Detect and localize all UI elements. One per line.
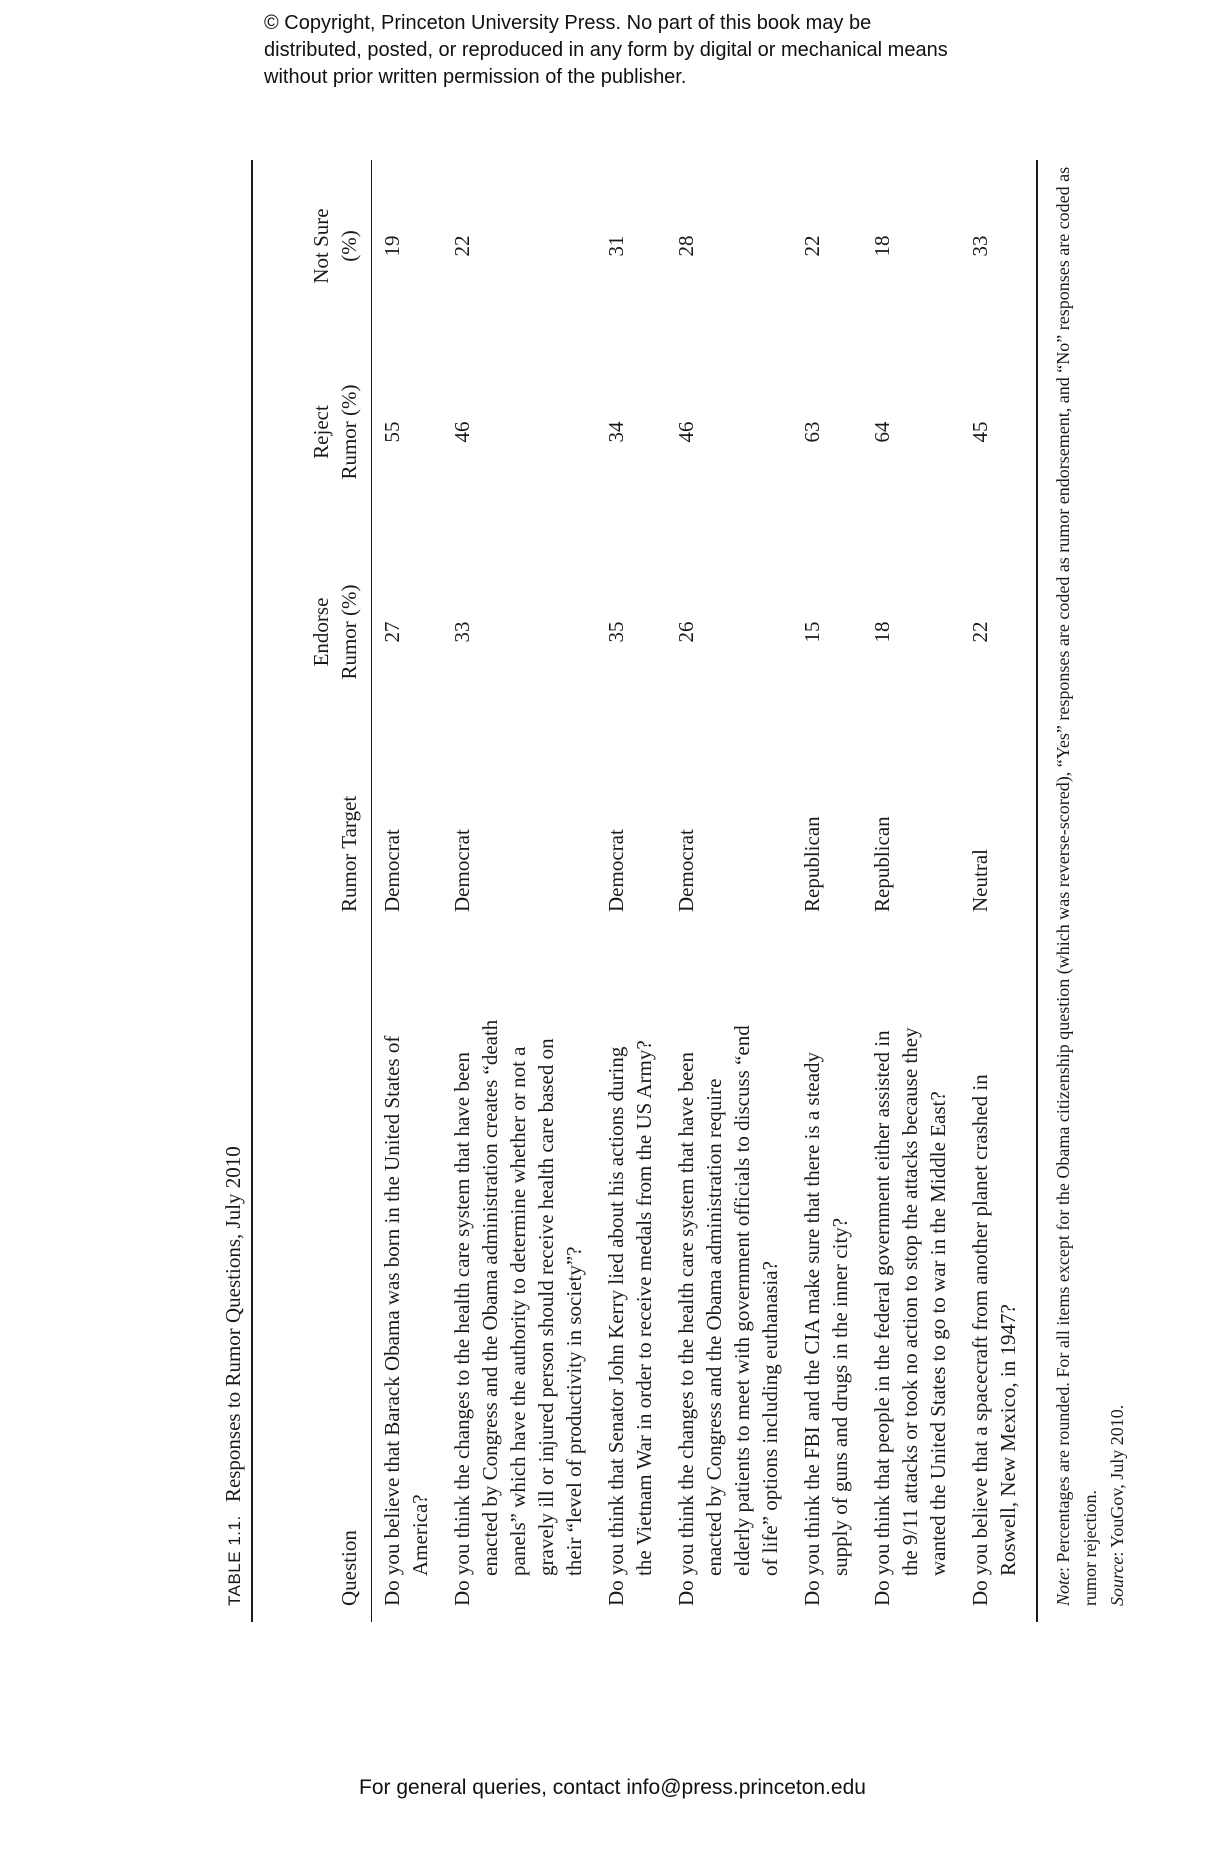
question-text: Do you believe that a spacecraft from another planet crashed in Roswell, New Mexico, in 1947?: [968, 1074, 1020, 1606]
table-row: [596, 160, 666, 1622]
table-caption: [213, 160, 253, 1622]
footer-contact: For general queries, contact info@press.princeton.edu: [359, 1776, 866, 1799]
note-text: : Percentages are rounded. For all items except for the Obama citizenship question (which was reverse-scored), “Yes” responses are coded as rumor endorsement, and “No” responses are coded as rumor rejection.: [1053, 166, 1100, 1606]
column-header-reject-line1: Reject: [309, 405, 333, 459]
not-sure-cell: 28: [674, 235, 698, 257]
reject-cell: 45: [960, 332, 1037, 532]
question-cell: [372, 912, 443, 1622]
question-cell: [596, 912, 666, 1622]
question-text: Do you think the changes to the health care system that have been enacted by Congress and the Obama administration creates “death panels” which have the authority to determine whether or not a gravely ill or injured person should receive health care based on their “level of productivity in society”?: [450, 1019, 586, 1606]
reject-cell: 64: [870, 421, 894, 443]
rotated-table-page: [213, 160, 1127, 1622]
table-note: [1050, 160, 1104, 1606]
target-cell: Democrat: [604, 829, 628, 912]
target-cell: Democrat: [674, 829, 698, 912]
column-header-reject-line2: Rumor (%): [337, 384, 361, 480]
not-sure-cell: 22: [450, 235, 474, 257]
endorse-cell: 22: [960, 532, 1037, 732]
question-cell: [862, 912, 960, 1622]
source-label: Source: [1107, 1556, 1127, 1606]
question-cell: [960, 912, 1037, 1622]
not-sure-cell: 22: [800, 235, 824, 257]
note-label: Note: [1053, 1572, 1073, 1606]
table-row: [862, 160, 960, 1622]
column-header-target: Rumor Target: [253, 732, 372, 912]
not-sure-cell: 18: [870, 235, 894, 257]
column-header-endorse-line1: Endorse: [309, 597, 333, 667]
question-text: Do you think the FBI and the CIA make sure that there is a steady supply of guns and drugs in the inner city?: [800, 1051, 852, 1606]
target-cell: Democrat: [380, 829, 404, 912]
column-header-reject: [253, 332, 372, 532]
question-cell: [792, 912, 862, 1622]
column-header-endorse: [253, 532, 372, 732]
endorse-cell: 27: [380, 621, 404, 643]
reject-cell: 55: [380, 421, 404, 443]
table-row: [792, 160, 862, 1622]
question-cell: [666, 912, 792, 1622]
question-text: Do you think that people in the federal government either assisted in the 9/11 attacks or took no action to stop the attacks because they wanted the United States to go to war in the Middle East?: [870, 1027, 950, 1606]
reject-cell: 46: [450, 421, 474, 443]
source-text: : YouGov, July 2010.: [1107, 1404, 1127, 1557]
question-cell: [442, 912, 596, 1622]
table-row: [666, 160, 792, 1622]
column-header-not-sure-line2: (%): [337, 230, 361, 262]
table-row: [372, 160, 443, 1622]
table-title: Responses to Rumor Questions, July 2010: [221, 1146, 245, 1503]
endorse-cell: 15: [800, 621, 824, 643]
column-header-question: Question: [253, 912, 372, 1622]
not-sure-cell: 31: [604, 235, 628, 257]
reject-cell: 34: [604, 421, 628, 443]
endorse-cell: 18: [870, 621, 894, 643]
table-notes: [1038, 160, 1131, 1622]
target-cell: Neutral: [960, 732, 1037, 912]
reject-cell: 46: [674, 421, 698, 443]
endorse-cell: 33: [450, 621, 474, 643]
column-header-not-sure: [253, 160, 372, 332]
question-text: Do you believe that Barack Obama was born in the United States of America?: [380, 1035, 432, 1606]
target-cell: Republican: [870, 816, 894, 912]
endorse-cell: 26: [674, 621, 698, 643]
target-cell: Republican: [800, 816, 824, 912]
table-source: [1104, 160, 1131, 1606]
copyright-notice: © Copyright, Princeton University Press. No part of this book may be distributed, posted, or reproduced in any form by digital or mechanical means without prior written permission of the publisher.: [264, 12, 948, 88]
table-row: [960, 160, 1037, 1622]
reject-cell: 63: [800, 421, 824, 443]
endorse-cell: 35: [604, 621, 628, 643]
question-text: Do you think the changes to the health care system that have been enacted by Congress and the Obama administration require elderly patients to meet with government officials to discuss “end of life” options including euthanasia?: [674, 1025, 782, 1606]
column-header-not-sure-line1: Not Sure: [309, 208, 333, 284]
table-row: [442, 160, 596, 1622]
table-header-row: [253, 160, 372, 1622]
table-label: TABLE 1.1.: [225, 1515, 244, 1606]
question-text: Do you think that Senator John Kerry lied about his actions during the Vietnam War in order to receive medals from the US Army?: [604, 1040, 656, 1606]
not-sure-cell: 19: [380, 235, 404, 257]
target-cell: Democrat: [450, 829, 474, 912]
not-sure-cell: 33: [960, 160, 1037, 332]
column-header-endorse-line2: Rumor (%): [337, 584, 361, 680]
rumor-table: [253, 160, 1038, 1622]
